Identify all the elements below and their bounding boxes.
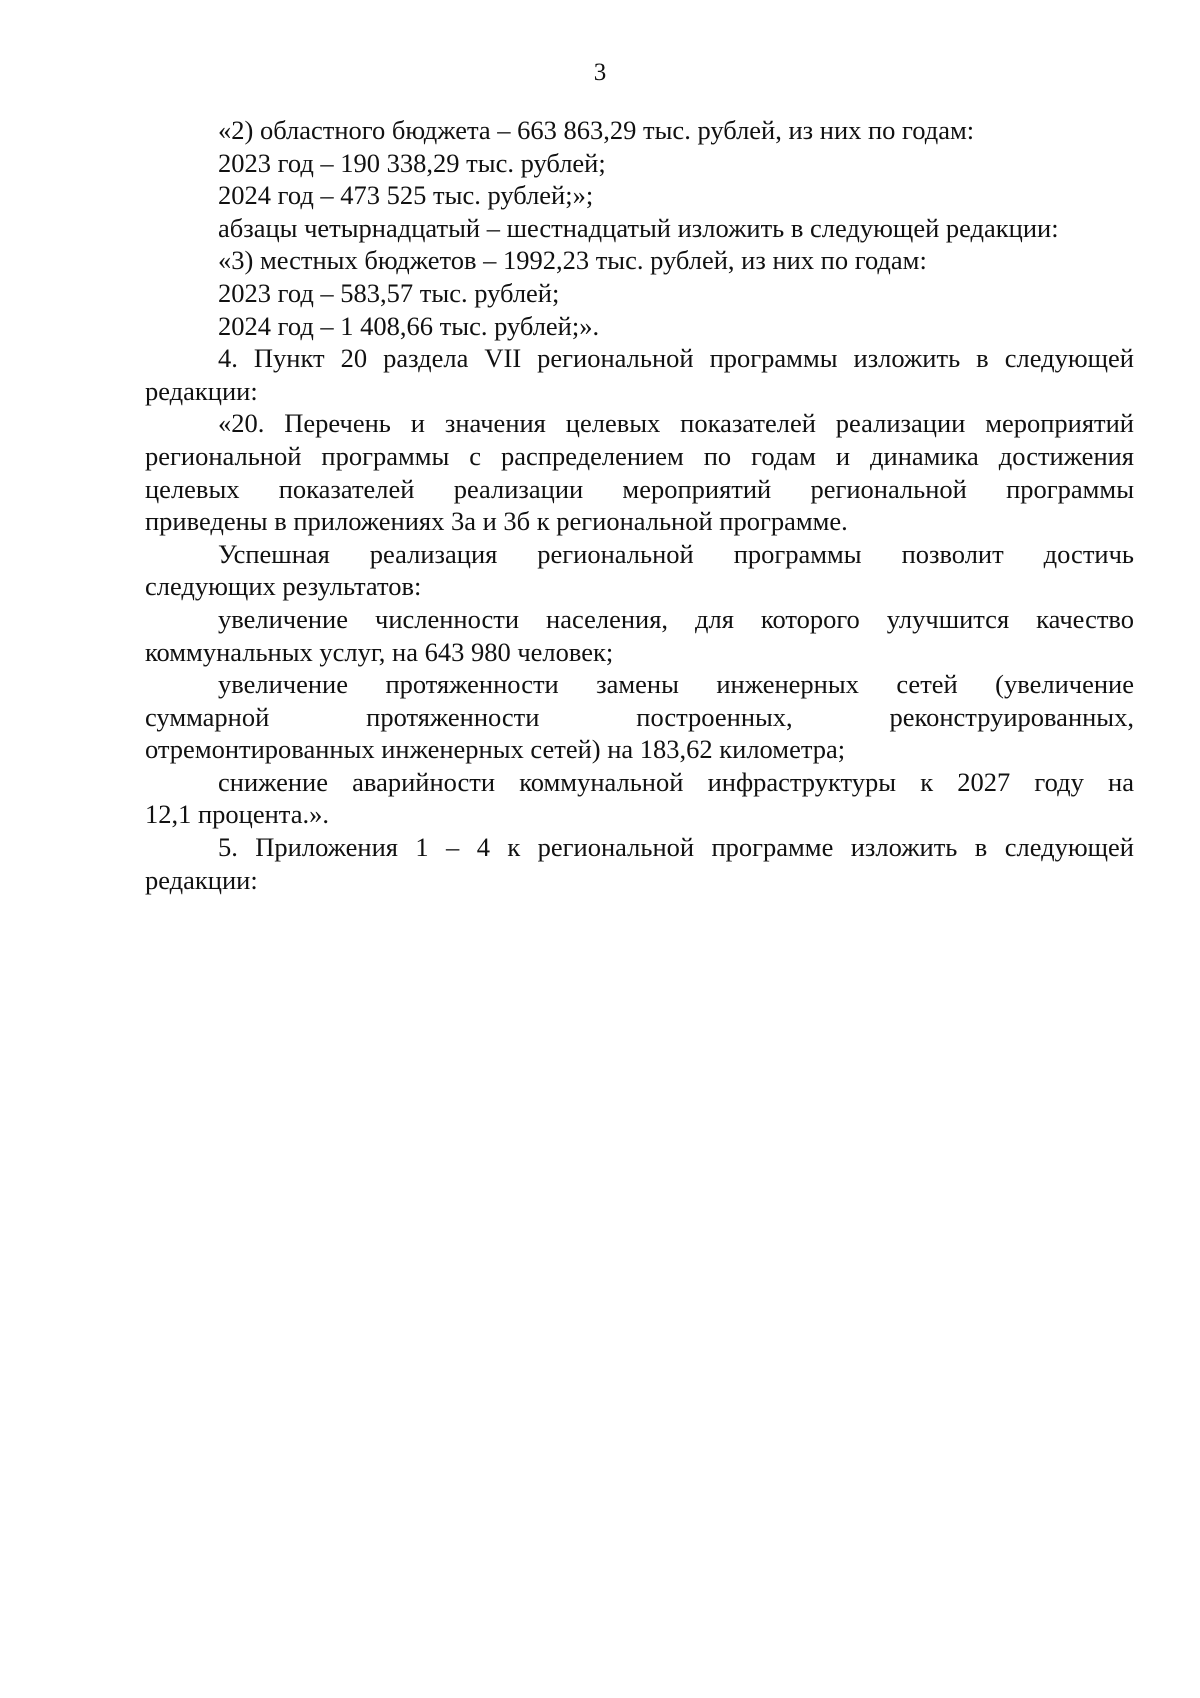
text-line: региональной программы с распределением по годам и динамика достижения xyxy=(145,440,1134,471)
text-line: приведены в приложениях 3а и 3б к региональной программе. xyxy=(145,506,848,537)
text-line: увеличение численности населения, для которого улучшится качество xyxy=(218,603,1134,634)
text-line: следующих результатов: xyxy=(145,571,422,602)
text-line: суммарной протяженности построенных, реконструированных, xyxy=(145,701,1134,732)
text-line: 2024 год – 473 525 тыс. рублей;»; xyxy=(218,180,594,211)
text-line: целевых показателей реализации мероприятий региональной программы xyxy=(145,473,1134,504)
text-line: отремонтированных инженерных сетей) на 183,62 километра; xyxy=(145,734,846,765)
text-line: снижение аварийности коммунальной инфраструктуры к 2027 году на xyxy=(218,766,1134,797)
text-line: 5. Приложения 1 – 4 к региональной программе изложить в следующей xyxy=(218,832,1134,863)
text-line: редакции: xyxy=(145,864,258,895)
text-line: 2023 год – 583,57 тыс. рублей; xyxy=(218,277,560,308)
text-line: увеличение протяженности замены инженерных сетей (увеличение xyxy=(218,669,1134,700)
text-line: коммунальных услуг, на 643 980 человек; xyxy=(145,636,614,667)
text-line: абзацы четырнадцатый – шестнадцатый изложить в следующей редакции: xyxy=(218,212,1059,243)
text-line: редакции: xyxy=(145,375,258,406)
text-line: «20. Перечень и значения целевых показателей реализации мероприятий xyxy=(218,408,1134,439)
text-line: Успешная реализация региональной программы позволит достичь xyxy=(218,538,1134,569)
document-body xyxy=(145,114,1134,896)
page-number: 3 xyxy=(593,59,607,86)
text-line: 12,1 процента.». xyxy=(145,799,329,830)
text-line: 4. Пункт 20 раздела VII региональной программы изложить в следующей xyxy=(218,343,1134,374)
text-line: «3) местных бюджетов – 1992,23 тыс. рублей, из них по годам: xyxy=(218,245,927,276)
text-line: 2024 год – 1 408,66 тыс. рублей;». xyxy=(218,310,600,341)
text-line: 2023 год – 190 338,29 тыс. рублей; xyxy=(218,147,606,178)
text-line: «2) областного бюджета – 663 863,29 тыс. рублей, из них по годам: xyxy=(218,115,975,145)
